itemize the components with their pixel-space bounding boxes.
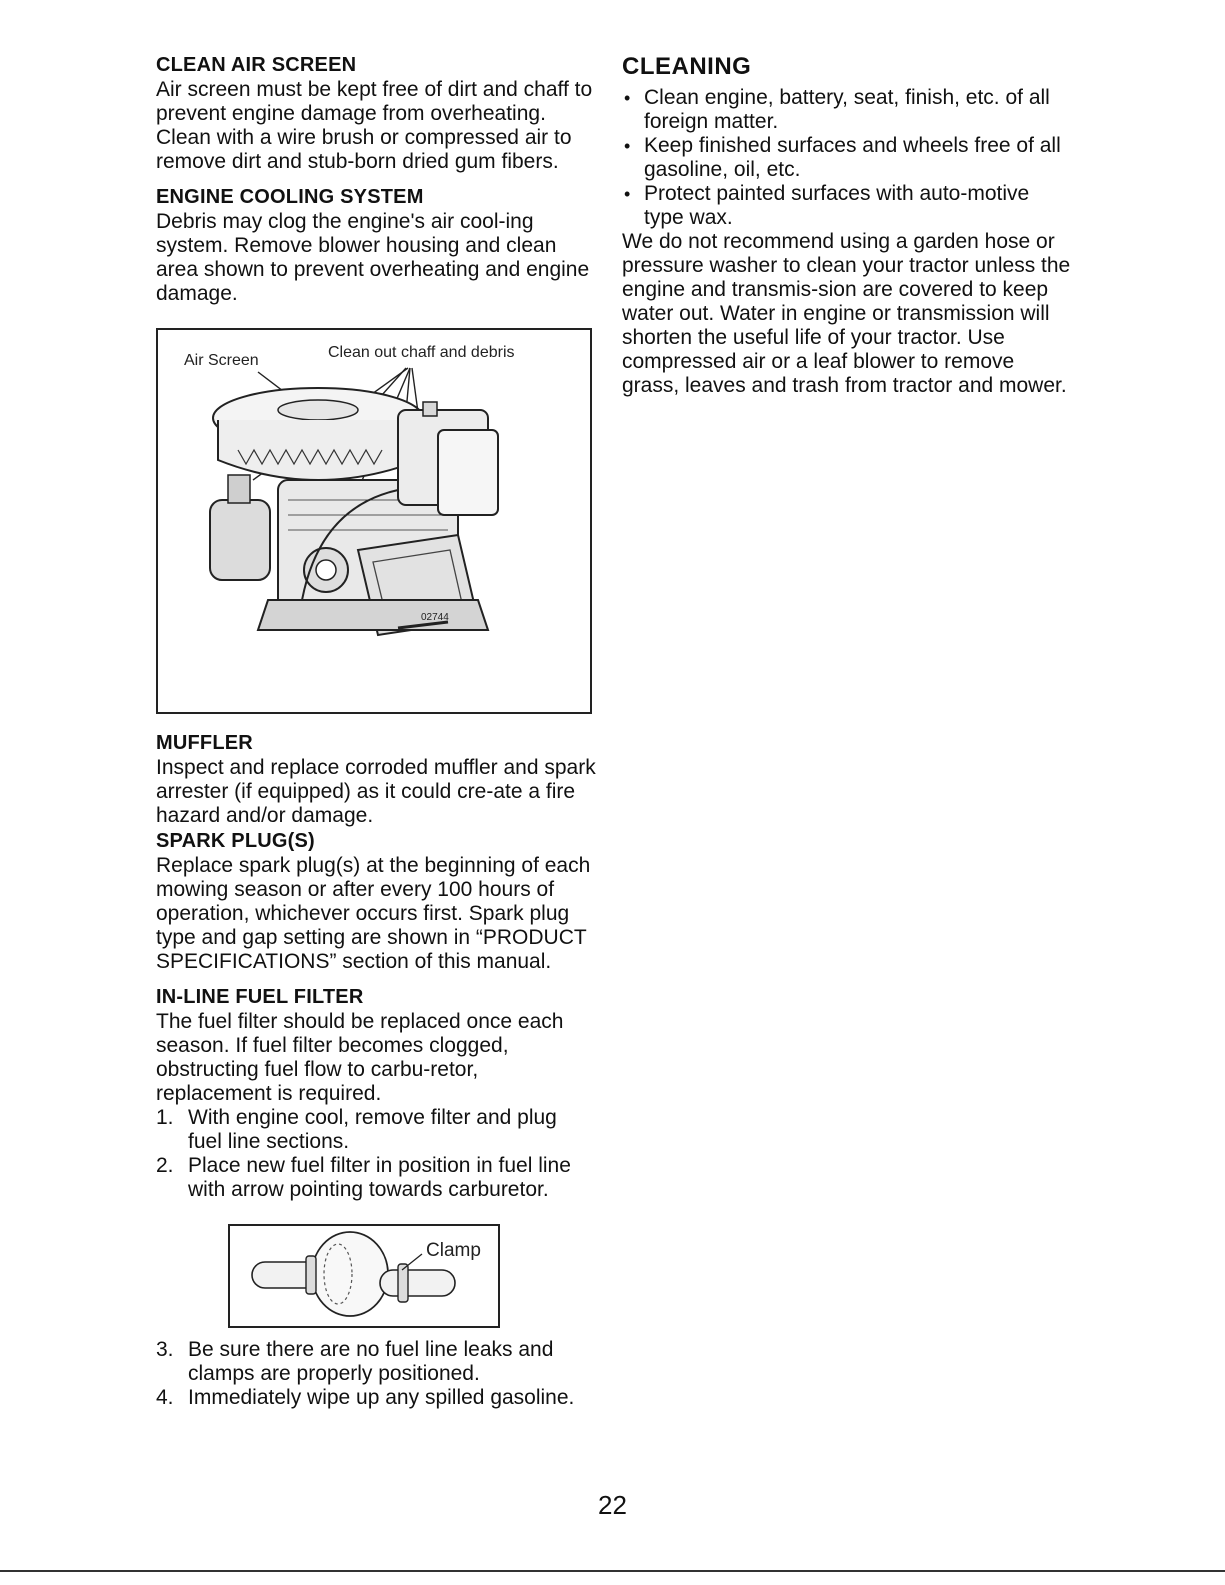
engine-cooling-text: Debris may clog the engine's air cool-ing system. Remove blower housing and clean area shown to prevent overheating and engine damage.: [156, 210, 590, 305]
cleaning-heading: CLEANING: [622, 53, 752, 80]
list-item: • Clean engine, battery, seat, finish, etc. of all foreign matter.: [624, 86, 1050, 133]
step-item: 1. With engine cool, remove filter and plug fuel line sections.: [156, 1106, 557, 1153]
step-item: 2. Place new fuel filter in position in fuel line with arrow pointing towards carburetor.: [156, 1154, 571, 1201]
left-column: [156, 52, 596, 1410]
bottom-divider: [0, 1570, 1225, 1572]
cleaning-text: We do not recommend using a garden hose or pressure washer to clean your tractor unless the engine and transmis-sion are covered to keep water out. Water in engine or transmission will shorten the useful life of your tractor. Use compressed air or a leaf blower to remove grass, leaves and trash from tractor and mower.: [622, 230, 1071, 397]
muffler-text: Inspect and replace corroded muffler and spark arrester (if equipped) as it could cre-ate a fire hazard and/or damage.: [156, 756, 596, 827]
fuel-filter-steps-second: [156, 1338, 596, 1410]
clamp-label: Clamp: [426, 1240, 481, 1261]
fuel-filter-illustration: [228, 1224, 500, 1328]
muffler-heading: MUFFLER: [156, 732, 253, 754]
list-item: • Keep finished surfaces and wheels free of all gasoline, oil, etc.: [624, 134, 1061, 181]
cleaning-bullets: [622, 86, 1072, 230]
chaff-debris-label: Clean out chaff and debris: [328, 344, 515, 361]
engine-drawing: [158, 330, 590, 712]
fuel-filter-text: The fuel filter should be replaced once each season. If fuel filter becomes clogged, obstructing fuel flow to carbu-retor, replacement is required.: [156, 1010, 564, 1105]
spark-plugs-heading: SPARK PLUG(S): [156, 830, 315, 852]
spark-plugs-text: Replace spark plug(s) at the beginning of each mowing season or after every 100 hours of operation, whichever occurs first. Spark plug type and gap setting are shown in “PRODUCT SPECIFICATIONS” section of this manual.: [156, 854, 591, 973]
step-item: 3. Be sure there are no fuel line leaks and clamps are properly positioned.: [156, 1338, 554, 1385]
clean-air-screen-heading: CLEAN AIR SCREEN: [156, 54, 357, 76]
fuel-filter-steps-first: [156, 1106, 596, 1202]
list-item: • Protect painted surfaces with auto-motive type wax.: [624, 182, 1030, 229]
right-column: [622, 52, 1072, 398]
engine-illustration: [156, 328, 592, 714]
clean-air-screen-text: Air screen must be kept free of dirt and chaff to prevent engine damage from overheating. Clean with a wire brush or compressed air to remove dirt and stub-born dried gum fibers.: [156, 78, 593, 173]
engine-cooling-heading: ENGINE COOLING SYSTEM: [156, 186, 424, 208]
step-item: 4. Immediately wipe up any spilled gasoline.: [156, 1386, 575, 1409]
air-screen-label: Air Screen: [184, 352, 259, 369]
fuel-filter-heading: IN-LINE FUEL FILTER: [156, 986, 364, 1008]
figure-number: 02744: [421, 612, 449, 623]
page-number: 22: [598, 1490, 627, 1520]
